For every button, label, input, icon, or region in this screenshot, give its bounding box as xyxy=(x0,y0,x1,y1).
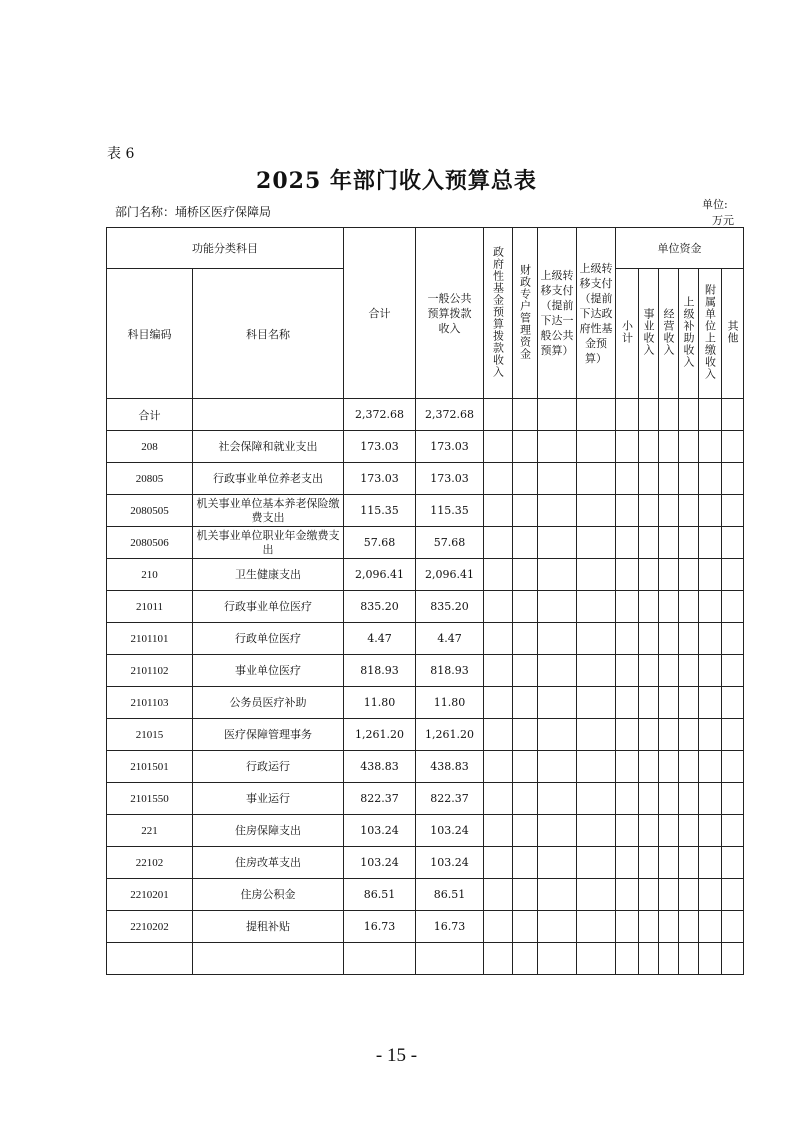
row-code: 21011 xyxy=(107,591,193,623)
row-total: 835.20 xyxy=(344,591,416,623)
header-business-income xyxy=(639,269,659,399)
header-unit-funds: 单位资金 xyxy=(616,228,744,269)
table-row xyxy=(107,399,744,431)
row-general: 103.24 xyxy=(416,847,484,879)
row-total: 4.47 xyxy=(344,623,416,655)
row-total: 173.03 xyxy=(344,431,416,463)
row-total: 57.68 xyxy=(344,527,416,559)
row-name: 住房改革支出 xyxy=(193,847,344,879)
row-code: 221 xyxy=(107,815,193,847)
header-other xyxy=(722,269,744,399)
row-total: 438.83 xyxy=(344,751,416,783)
table-row xyxy=(107,655,744,687)
table-row xyxy=(107,431,744,463)
row-name: 事业运行 xyxy=(193,783,344,815)
row-general: 115.35 xyxy=(416,495,484,527)
header-business-income-text: 事业收入 xyxy=(642,308,655,356)
row-code: 2210202 xyxy=(107,911,193,943)
row-total: 2,096.41 xyxy=(344,559,416,591)
header-general-budget xyxy=(416,228,484,399)
row-code: 22102 xyxy=(107,847,193,879)
row-general: 822.37 xyxy=(416,783,484,815)
header-fiscal-special-text: 财政专户管理资金 xyxy=(518,263,532,360)
table-row xyxy=(107,495,744,527)
row-general: 16.73 xyxy=(416,911,484,943)
row-name: 行政事业单位养老支出 xyxy=(193,463,344,495)
table-row xyxy=(107,591,744,623)
row-name: 卫生健康支出 xyxy=(193,559,344,591)
row-code: 2101101 xyxy=(107,623,193,655)
department-name: 部门名称：埇桥区医疗保障局 xyxy=(115,205,272,219)
header-gov-fund-text: 政府性基金预算拨款收入 xyxy=(491,245,505,378)
table-row xyxy=(107,719,744,751)
row-name: 机关事业单位职业年金缴费支出 xyxy=(193,527,344,559)
header-transfer-gov xyxy=(577,228,616,399)
header-code: 科目编码 xyxy=(107,269,193,399)
row-general: 173.03 xyxy=(416,463,484,495)
row-name: 公务员医疗补助 xyxy=(193,687,344,719)
row-total: 822.37 xyxy=(344,783,416,815)
row-total: 173.03 xyxy=(344,463,416,495)
table-number-label: 表 6 xyxy=(107,146,135,162)
row-name: 医疗保障管理事务 xyxy=(193,719,344,751)
unit-label xyxy=(702,197,742,229)
row-name xyxy=(193,399,344,431)
row-code: 2101550 xyxy=(107,783,193,815)
budget-table xyxy=(106,227,744,975)
row-total: 2,372.68 xyxy=(344,399,416,431)
row-name: 行政单位医疗 xyxy=(193,623,344,655)
row-total: 16.73 xyxy=(344,911,416,943)
header-transfer-gov-text: 上级转移支付（提前下达政府性基金预算） xyxy=(579,261,613,365)
header-transfer-general xyxy=(538,228,577,399)
table-row xyxy=(107,687,744,719)
table-row-empty xyxy=(107,943,744,975)
row-general: 4.47 xyxy=(416,623,484,655)
row-name: 住房保障支出 xyxy=(193,815,344,847)
row-name: 行政运行 xyxy=(193,751,344,783)
table-row xyxy=(107,911,744,943)
row-total: 103.24 xyxy=(344,847,416,879)
header-function-group: 功能分类科目 xyxy=(107,228,344,269)
header-fiscal-special xyxy=(513,228,538,399)
header-subtotal-text: 小计 xyxy=(620,320,634,344)
header-subtotal xyxy=(616,269,639,399)
table-row xyxy=(107,847,744,879)
row-name: 行政事业单位医疗 xyxy=(193,591,344,623)
row-general: 57.68 xyxy=(416,527,484,559)
table-row xyxy=(107,463,744,495)
row-code: 2080506 xyxy=(107,527,193,559)
header-gov-fund xyxy=(484,228,513,399)
row-general: 86.51 xyxy=(416,879,484,911)
header-other-text: 其他 xyxy=(726,320,739,344)
row-name: 事业单位医疗 xyxy=(193,655,344,687)
row-general: 11.80 xyxy=(416,687,484,719)
row-code: 20805 xyxy=(107,463,193,495)
header-affiliated-income xyxy=(699,269,722,399)
header-operating-income xyxy=(659,269,679,399)
table-row xyxy=(107,815,744,847)
row-code: 210 xyxy=(107,559,193,591)
header-total: 合计 xyxy=(344,228,416,399)
row-general: 103.24 xyxy=(416,815,484,847)
header-subsidy-income xyxy=(679,269,699,399)
row-code: 2101103 xyxy=(107,687,193,719)
header-name: 科目名称 xyxy=(193,269,344,399)
table-row xyxy=(107,623,744,655)
row-code: 2101501 xyxy=(107,751,193,783)
header-affiliated-income-text: 附属单位上缴收入 xyxy=(703,284,717,380)
header-subsidy-income-text: 上级补助收入 xyxy=(682,296,695,368)
row-code: 2210201 xyxy=(107,879,193,911)
unit-label-line2: 万元 xyxy=(712,214,734,227)
page-title: 2025 年部门收入预算总表 xyxy=(256,168,537,194)
row-general: 2,372.68 xyxy=(416,399,484,431)
row-code: 合计 xyxy=(107,399,193,431)
header-transfer-general-text: 上级转移支付（提前下达一般公共预算） xyxy=(540,269,574,357)
page-number: - 15 - xyxy=(375,1045,418,1066)
table-row xyxy=(107,527,744,559)
row-general: 1,261.20 xyxy=(416,719,484,751)
header-operating-income-text: 经营收入 xyxy=(662,308,675,356)
row-code: 208 xyxy=(107,431,193,463)
row-code: 21015 xyxy=(107,719,193,751)
row-total: 11.80 xyxy=(344,687,416,719)
row-name: 机关事业单位基本养老保险缴费支出 xyxy=(193,495,344,527)
table-body xyxy=(107,399,744,975)
row-code: 2080505 xyxy=(107,495,193,527)
row-total: 115.35 xyxy=(344,495,416,527)
row-general: 438.83 xyxy=(416,751,484,783)
row-code: 2101102 xyxy=(107,655,193,687)
row-name: 社会保障和就业支出 xyxy=(193,431,344,463)
row-total: 818.93 xyxy=(344,655,416,687)
row-general: 818.93 xyxy=(416,655,484,687)
row-total: 103.24 xyxy=(344,815,416,847)
table-row xyxy=(107,751,744,783)
row-total: 1,261.20 xyxy=(344,719,416,751)
header-general-budget-text: 一般公共预算拨款收入 xyxy=(427,291,472,335)
table-row xyxy=(107,559,744,591)
row-name: 住房公积金 xyxy=(193,879,344,911)
row-total: 86.51 xyxy=(344,879,416,911)
table-row xyxy=(107,783,744,815)
row-general: 2,096.41 xyxy=(416,559,484,591)
row-general: 835.20 xyxy=(416,591,484,623)
row-general: 173.03 xyxy=(416,431,484,463)
table-row xyxy=(107,879,744,911)
unit-label-line1: 单位: xyxy=(702,198,728,211)
row-name: 提租补贴 xyxy=(193,911,344,943)
